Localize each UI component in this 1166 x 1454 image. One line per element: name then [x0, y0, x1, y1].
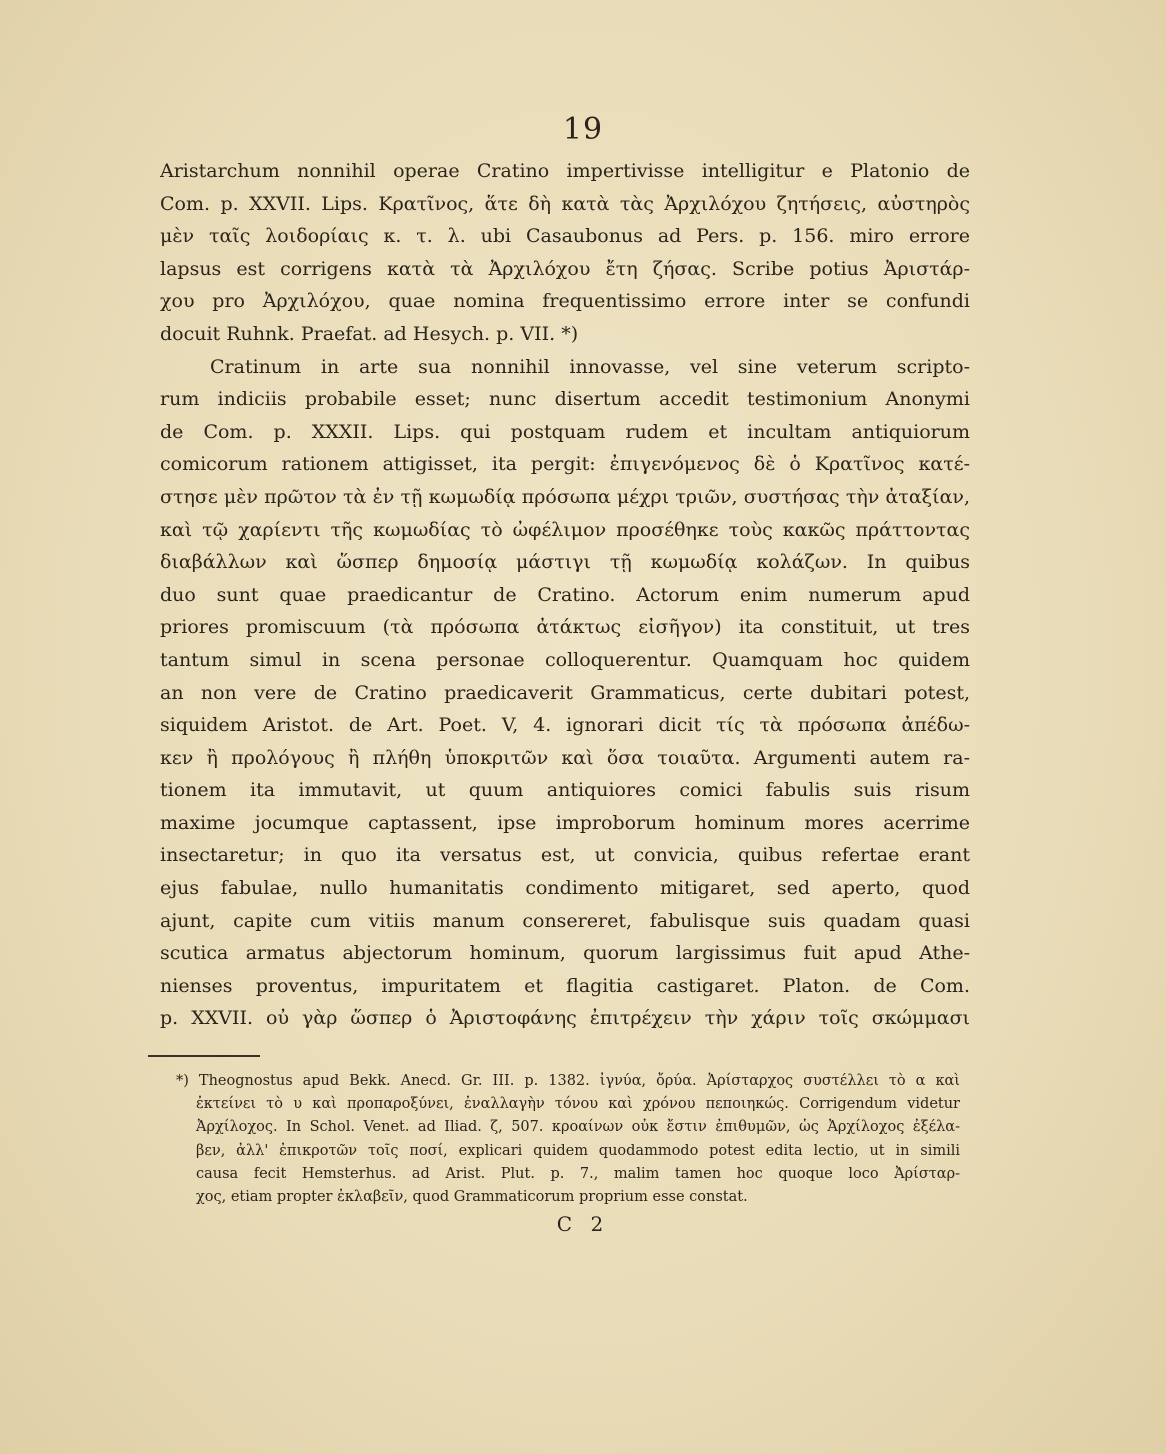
signature-mark: C 2	[556, 1212, 610, 1236]
footnote-line: Ἀρχίλοχος. In Schol. Venet. ad Iliad. ζ, 507. κροαίνων οὐκ ἔστιν ἐπιθυμῶν, ὡς Ἀρχίλοχος ἐξέλα-	[196, 1119, 960, 1136]
text-line: siquidem Aristot. de Art. Poet. V, 4. ignorari dicit τίς τὰ πρόσωπα ἀπέδω-	[160, 714, 970, 737]
text-line: scutica armatus abjectorum hominum, quorum largissimus fuit apud Athe-	[160, 942, 970, 965]
text-line: tantum simul in scena personae colloquerentur. Quamquam hoc quidem	[160, 648, 970, 671]
text-line: lapsus est corrigens κατὰ τὰ Ἀρχιλόχου ἔτη ζήσας. Scribe potius Ἀριστάρ-	[160, 257, 970, 280]
text-line: ejus fabulae, nullo humanitatis condimento mitigaret, sed aperto, quod	[160, 877, 970, 900]
footnote-line: χος, etiam propter ἐκλαβεῖν, quod Grammaticorum proprium esse constat.	[196, 1188, 748, 1205]
text-line: ajunt, capite cum vitiis manum consereret, fabulisque suis quadam quasi	[160, 909, 970, 932]
footnote	[176, 1070, 960, 1209]
text-line: Aristarchum nonnihil operae Cratino impertivisse intelligitur e Platonio de	[160, 160, 970, 182]
footnote-line: causa fecit Hemsterhus. ad Arist. Plut. p. 7., malim tamen hoc quoque loco Ἀρίσταρ-	[196, 1165, 960, 1182]
text-line: insectaretur; in quo ita versatus est, ut convicia, quibus refertae erant	[160, 844, 970, 867]
text-line: διαβάλλων καὶ ὥσπερ δημοσίᾳ μάστιγι τῇ κωμωδίᾳ κολάζων. In quibus	[160, 551, 970, 574]
text-line: tionem ita immutavit, ut quum antiquiores comici fabulis suis risum	[160, 779, 970, 802]
footnote-line: ἐκτείνει τὸ υ καὶ προπαροξύνει, ἐναλλαγὴν τόνου καὶ χρόνου πεποιηκώς. Corrigendum videtur	[196, 1096, 960, 1113]
text-line: p. XXVII. οὐ γὰρ ὥσπερ ὁ Ἀριστοφάνης ἐπιτρέχειν τὴν χάριν τοῖς σκώμμασι	[160, 1007, 970, 1030]
text-line: Com. p. XXVII. Lips. Κρατῖνος, ἅτε δὴ κατὰ τὰς Ἀρχιλόχου ζητήσεις, αὐστηρὸς	[160, 192, 970, 215]
page-number: 19	[562, 112, 604, 147]
text-line: duo sunt quae praedicantur de Cratino. Actorum enim numerum apud	[160, 583, 970, 606]
text-line: rum indiciis probabile esset; nunc disertum accedit testimonium Anonymi	[160, 388, 970, 411]
text-line: de Com. p. XXXII. Lips. qui postquam rudem et incultam antiquiorum	[160, 420, 970, 443]
footnote-line: *) Theognostus apud Bekk. Anecd. Gr. III. p. 1382. ἰγνύα, ὄρύα. Ἀρίσταρχος συστέλλει τὸ α καὶ	[176, 1073, 960, 1089]
text-line: priores promiscuum (τὰ πρόσωπα ἀτάκτως εἰσῆγον) ita constituit, ut tres	[160, 616, 970, 639]
footnote-line: βεν, ἀλλ' ἐπικροτῶν τοῖς ποσί, explicari quidem quodammodo potest edita lectio, ut in simili	[196, 1142, 960, 1159]
text-line: κεν ἢ προλόγους ἢ πλήθη ὑποκριτῶν καὶ ὅσα τοιαῦτα. Argumenti autem ra-	[160, 746, 970, 769]
text-line: μὲν ταῖς λοιδορίαις κ. τ. λ. ubi Casaubonus ad Pers. p. 156. miro errore	[160, 225, 970, 248]
footnote-rule	[148, 1055, 260, 1057]
text-line: nienses proventus, impuritatem et flagitia castigaret. Platon. de Com.	[160, 974, 970, 997]
text-line: an non vere de Cratino praedicaverit Grammaticus, certe dubitari potest,	[160, 681, 970, 704]
text-line: Cratinum in arte sua nonnihil innovasse, vel sine veterum scripto-	[210, 355, 970, 378]
main-text	[160, 155, 970, 1035]
text-line: καὶ τῷ χαρίεντι τῆς κωμωδίας τὸ ὠφέλιμον προσέθηκε τοὺς κακῶς πράττοντας	[160, 518, 970, 541]
text-line: docuit Ruhnk. Praefat. ad Hesych. p. VII. *)	[160, 322, 579, 345]
text-line: comicorum rationem attigisset, ita pergit: ἐπιγενόμενος δὲ ὁ Κρατῖνος κατέ-	[160, 453, 970, 476]
text-line: χου pro Ἀρχιλόχου, quae nomina frequentissimo errore inter se confundi	[160, 290, 970, 313]
text-line: maxime jocumque captassent, ipse improborum hominum mores acerrime	[160, 811, 970, 834]
text-line: στησε μὲν πρῶτον τὰ ἐν τῇ κωμωδίᾳ πρόσωπα μέχρι τριῶν, συστήσας τὴν ἀταξίαν,	[160, 485, 970, 508]
